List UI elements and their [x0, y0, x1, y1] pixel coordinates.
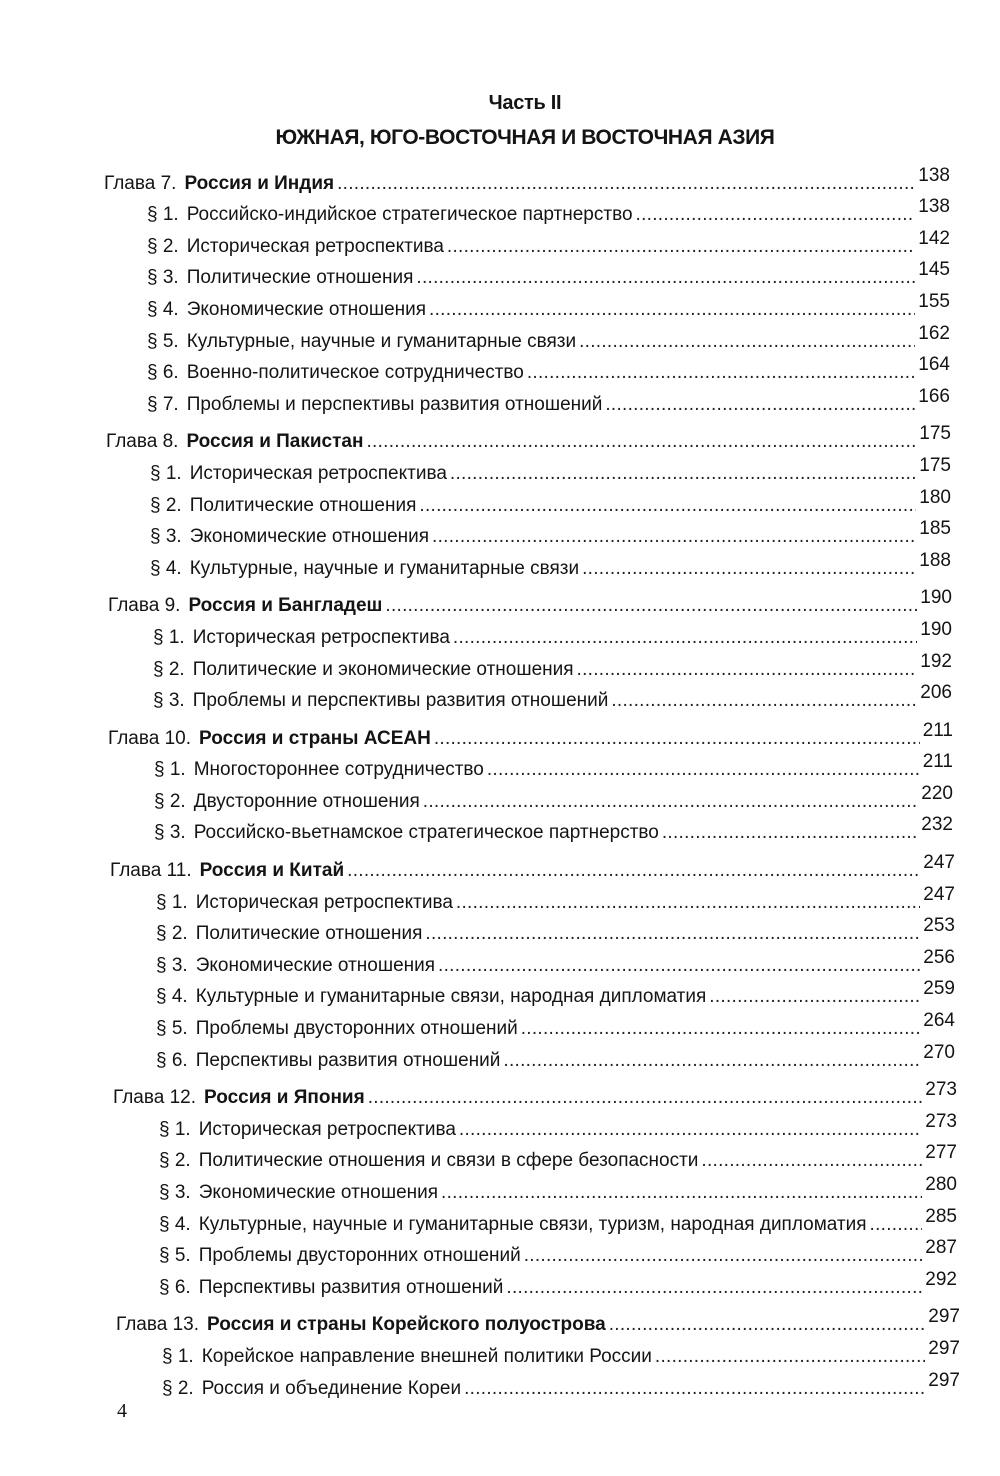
- toc-section-entry: [0, 885, 955, 917]
- toc-section-entry: [0, 456, 951, 488]
- toc-chapter-entry: [0, 166, 950, 198]
- section-title: Политические отношения и связи в сфере безопасности: [198, 1150, 699, 1172]
- toc-section-entry: [0, 1339, 960, 1371]
- toc-page-number: 190: [920, 587, 952, 609]
- section-title: Двусторонние отношения: [193, 790, 420, 812]
- leader-dots: [366, 431, 916, 453]
- section-title: Культурные, научные и гуманитарные связи, туризм, народная дипломатия: [198, 1213, 867, 1235]
- section-number: § 2.: [147, 235, 179, 257]
- toc-section-entry: [0, 1239, 957, 1271]
- chapter-title: Россия и Бангладеш: [188, 595, 383, 617]
- leader-dots: [611, 690, 917, 712]
- toc-page-number: 185: [919, 518, 951, 540]
- leader-dots: [416, 267, 915, 289]
- chapter-number: Глава 9.: [108, 595, 181, 617]
- toc-chapter-entry: [0, 589, 952, 621]
- chapter-title: Россия и Индия: [184, 172, 335, 194]
- leader-dots: [459, 1119, 922, 1141]
- toc-section-entry: [0, 324, 950, 356]
- leader-dots: [701, 1150, 922, 1172]
- toc-page-number: 192: [920, 650, 952, 672]
- toc-page-number: 253: [923, 915, 955, 937]
- toc-chapter-entry: [0, 721, 953, 753]
- leader-dots: [456, 892, 920, 914]
- leader-dots: [368, 1087, 923, 1109]
- section-number: § 3.: [147, 267, 179, 289]
- leader-dots: [487, 759, 920, 781]
- section-title: Политические и экономические отношения: [192, 658, 574, 680]
- section-number: § 3.: [154, 822, 186, 844]
- section-number: § 6.: [159, 1276, 191, 1298]
- toc-page-number: 175: [919, 423, 951, 445]
- section-number: § 1.: [147, 204, 179, 226]
- toc-page-number: 285: [925, 1205, 957, 1227]
- section-title: Культурные, научные и гуманитарные связи: [186, 330, 577, 352]
- toc-section-entry: [0, 917, 955, 949]
- section-title: Экономические отношения: [189, 526, 430, 548]
- part-label: Часть II: [488, 92, 562, 114]
- section-number: § 7.: [147, 393, 179, 415]
- section-number: § 3.: [159, 1182, 191, 1203]
- leader-dots: [605, 394, 915, 416]
- section-number: § 5.: [159, 1245, 191, 1267]
- toc-page-number: 270: [923, 1041, 955, 1063]
- chapter-number: Глава 8.: [106, 431, 179, 453]
- section-title: Политические отношения: [186, 267, 414, 289]
- toc-section-entry: [0, 551, 951, 583]
- toc-page-number: 188: [919, 549, 951, 571]
- toc-section-entry: [0, 1112, 957, 1144]
- toc-page-number: 145: [918, 259, 950, 281]
- toc-page-number: 280: [925, 1174, 957, 1195]
- toc-section-entry: [0, 784, 953, 816]
- section-title: Культурные, научные и гуманитарные связи: [189, 557, 580, 579]
- section-number: § 1.: [162, 1345, 194, 1367]
- section-title: Проблемы двусторонних отношений: [195, 1018, 518, 1040]
- leader-dots: [655, 1346, 925, 1368]
- toc-page-number: 232: [921, 814, 953, 836]
- section-number: § 4.: [159, 1213, 191, 1235]
- toc-section-entry: [0, 684, 952, 716]
- leader-dots: [423, 791, 919, 813]
- toc-page-number: 138: [918, 196, 950, 218]
- section-title: Корейское направление внешней политики России: [201, 1345, 652, 1367]
- toc-section-entry: [0, 520, 951, 552]
- toc-page-number: 155: [918, 290, 950, 312]
- section-title: Историческая ретроспектива: [198, 1118, 456, 1140]
- section-title: Экономические отношения: [186, 298, 427, 320]
- section-number: § 2.: [159, 1150, 191, 1172]
- leader-dots: [524, 1245, 923, 1267]
- toc-section-entry: [0, 198, 950, 230]
- toc-chapter-entry: [0, 1308, 960, 1340]
- toc-section-entry: [0, 1144, 957, 1176]
- leader-dots: [429, 299, 915, 321]
- section-title: Историческая ретроспектива: [189, 462, 447, 484]
- section-title: Проблемы и перспективы развития отношений: [192, 690, 609, 712]
- toc-page-number: 297: [928, 1337, 960, 1359]
- toc-section-entry: [0, 292, 950, 324]
- section-title: Историческая ретроспектива: [192, 626, 450, 648]
- part-title: ЮЖНАЯ, ЮГО-ВОСТОЧНАЯ И ВОСТОЧНАЯ АЗИЯ: [275, 126, 775, 149]
- toc-section-entry: [0, 1175, 957, 1207]
- section-number: § 1.: [150, 462, 182, 484]
- leader-dots: [662, 822, 918, 844]
- toc-page-number: 297: [928, 1306, 960, 1328]
- toc-page-number: 166: [918, 385, 950, 407]
- section-title: Проблемы двусторонних отношений: [198, 1245, 521, 1267]
- toc-section-entry: [0, 356, 950, 388]
- toc-section-entry: [0, 816, 953, 848]
- toc-section-entry: [0, 387, 950, 419]
- toc-page-number: 247: [923, 852, 955, 874]
- section-title: Политические отношения: [189, 494, 417, 516]
- leader-dots: [464, 1378, 925, 1400]
- toc-page-number: 175: [919, 454, 951, 476]
- table-of-contents: [0, 166, 1000, 1403]
- toc-page-number: 138: [918, 164, 950, 186]
- leader-dots: [582, 558, 916, 580]
- toc-page-number: 292: [925, 1268, 957, 1290]
- leader-dots: [425, 923, 920, 945]
- section-title: Историческая ретроспектива: [186, 235, 444, 257]
- chapter-number: Глава 10.: [108, 727, 192, 749]
- toc-section-entry: [0, 753, 953, 785]
- section-title: Политические отношения: [195, 923, 423, 945]
- section-number: § 6.: [147, 362, 179, 384]
- leader-dots: [609, 1314, 926, 1336]
- toc-page-number: 164: [918, 354, 950, 376]
- toc-page-number: 273: [925, 1110, 957, 1132]
- toc-page-number: 264: [923, 1010, 955, 1032]
- leader-dots: [447, 236, 915, 258]
- section-number: § 1.: [153, 626, 185, 648]
- section-number: § 1.: [156, 891, 188, 913]
- leader-dots: [347, 860, 920, 882]
- section-number: § 2.: [162, 1377, 194, 1399]
- chapter-number: Глава 12.: [113, 1087, 197, 1109]
- toc-section-entry: [0, 229, 950, 261]
- toc-page-number: 180: [919, 486, 951, 508]
- section-title: Историческая ретроспектива: [195, 891, 453, 913]
- toc-page-number: 190: [920, 618, 952, 640]
- leader-dots: [450, 463, 916, 485]
- toc-page-number: 277: [925, 1142, 957, 1164]
- section-number: § 3.: [156, 954, 188, 976]
- leader-dots: [438, 955, 920, 977]
- chapter-title: Россия и Китай: [199, 860, 345, 882]
- section-title: Россия и объединение Кореи: [201, 1377, 462, 1399]
- chapter-number: Глава 13.: [116, 1314, 200, 1336]
- toc-page-number: 256: [923, 946, 955, 968]
- section-title: Перспективы развития отношений: [195, 1049, 501, 1071]
- section-title: Военно-политическое сотрудничество: [186, 362, 524, 384]
- section-number: § 1.: [159, 1118, 191, 1140]
- section-number: § 2.: [153, 658, 185, 680]
- leader-dots: [579, 331, 915, 353]
- section-number: § 4.: [156, 986, 188, 1008]
- leader-dots: [434, 728, 920, 750]
- leader-dots: [636, 204, 916, 226]
- toc-page-number: 142: [918, 227, 950, 249]
- section-number: § 1.: [154, 759, 186, 781]
- toc-section-entry: [0, 948, 955, 980]
- leader-dots: [441, 1182, 922, 1204]
- section-number: § 3.: [153, 690, 185, 712]
- section-title: Российско-индийское стратегическое партнерство: [186, 204, 633, 226]
- toc-page-number: 287: [925, 1237, 957, 1259]
- page-number: 4: [117, 1400, 127, 1422]
- toc-page-number: 162: [918, 322, 950, 344]
- leader-dots: [870, 1214, 923, 1236]
- section-number: § 6.: [156, 1049, 188, 1071]
- section-title: Экономические отношения: [195, 954, 436, 976]
- toc-chapter-entry: [0, 1081, 957, 1113]
- leader-dots: [503, 1050, 920, 1072]
- toc-page-number: 206: [920, 682, 952, 704]
- leader-dots: [521, 1018, 921, 1040]
- toc-page-number: 211: [922, 751, 953, 773]
- chapter-number: Глава 7.: [104, 172, 177, 194]
- toc-section-entry: [0, 1371, 960, 1403]
- section-number: § 2.: [156, 923, 188, 945]
- section-title: Культурные и гуманитарные связи, народная дипломатия: [195, 986, 707, 1008]
- chapter-title: Россия и страны АСЕАН: [199, 727, 431, 749]
- section-number: § 5.: [147, 330, 179, 352]
- chapter-title: Россия и страны Корейского полуострова: [207, 1314, 606, 1336]
- section-number: § 4.: [147, 298, 179, 320]
- toc-chapter-entry: [0, 853, 955, 885]
- toc-page-number: 220: [921, 782, 953, 804]
- toc-section-entry: [0, 261, 950, 293]
- toc-section-entry: [0, 1270, 957, 1302]
- section-number: § 5.: [156, 1018, 188, 1040]
- toc-page-number: 211: [922, 719, 953, 741]
- section-title: Многостороннее сотрудничество: [193, 759, 484, 781]
- leader-dots: [419, 495, 916, 517]
- section-title: Российско-вьетнамское стратегическое партнерство: [193, 822, 659, 844]
- toc-section-entry: [0, 1207, 957, 1239]
- leader-dots: [527, 362, 915, 384]
- chapter-title: Россия и Пакистан: [186, 431, 364, 453]
- leader-dots: [453, 627, 917, 649]
- toc-section-entry: [0, 620, 952, 652]
- toc-section-entry: [0, 1011, 955, 1043]
- chapter-number: Глава 11.: [110, 860, 192, 882]
- leader-dots: [709, 986, 920, 1008]
- toc-page-number: 259: [923, 978, 955, 1000]
- toc-page-number: 247: [923, 883, 955, 905]
- section-number: § 2.: [154, 790, 186, 812]
- chapter-title: Россия и Япония: [204, 1087, 365, 1109]
- leader-dots: [577, 659, 918, 681]
- section-number: § 2.: [150, 494, 182, 516]
- toc-page-number: 273: [925, 1079, 957, 1101]
- toc-section-entry: [0, 488, 951, 520]
- leader-dots: [506, 1277, 922, 1299]
- toc-section-entry: [0, 1043, 955, 1075]
- leader-dots: [337, 173, 915, 195]
- section-title: Перспективы развития отношений: [198, 1276, 504, 1298]
- leader-dots: [432, 526, 916, 548]
- section-title: Проблемы и перспективы развития отношений: [186, 393, 603, 415]
- leader-dots: [385, 595, 917, 617]
- section-number: § 4.: [150, 557, 182, 579]
- toc-section-entry: [0, 980, 955, 1012]
- toc-page-number: 297: [928, 1369, 960, 1391]
- section-number: § 3.: [150, 526, 182, 548]
- toc-section-entry: [0, 652, 952, 684]
- section-title: Экономические отношения: [198, 1182, 439, 1203]
- toc-chapter-entry: [0, 425, 951, 457]
